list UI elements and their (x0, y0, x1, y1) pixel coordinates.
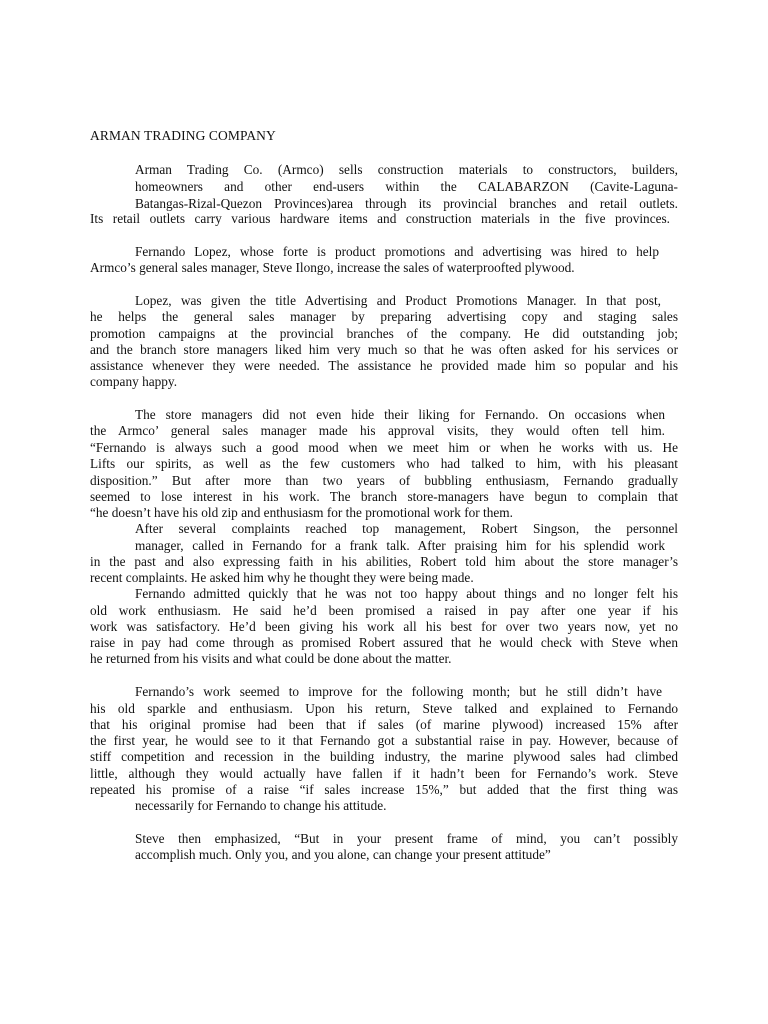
text-line: and the branch store managers liked him very much so that he was often asked for his services or (90, 342, 678, 357)
text-line: Batangas-Rizal-Quezon Provinces)area through its provincial branches and retail outlets. (135, 196, 678, 211)
text-line: his old sparkle and enthusiasm. Upon his return, Steve talked and explained to Fernando (90, 701, 678, 716)
text-line: accomplish much. Only you, and you alone, can change your present attitude” (135, 847, 551, 862)
text-line: that his original promise had been that if sales (of marine plywood) increased 15% after (90, 717, 678, 732)
text-line: the Armco’ general sales manager made his approval visits, they would often tell him. (90, 423, 665, 438)
text-line: he returned from his visits and what could be done about the matter. (90, 651, 452, 666)
text-line: necessarily for Fernando to change his attitude. (135, 798, 387, 813)
text-line: seemed to lose interest in his work. The branch store-managers have begun to complain that (90, 489, 678, 504)
text-line: Steve then emphasized, “But in your present frame of mind, you can’t possibly (135, 831, 678, 846)
text-line: Arman Trading Co. (Armco) sells construction materials to constructors, builders, (135, 162, 678, 177)
text-line: disposition.” But after more than two years of bubbling enthusiasm, Fernando gradually (90, 473, 678, 488)
text-line: work was satisfactory. He’d been giving his work all his best for over two years now, yet no (90, 619, 678, 634)
text-line: “Fernando is always such a good mood when we meet him or when he works with us. He (90, 440, 678, 455)
text-line: “he doesn’t have his old zip and enthusiasm for the promotional work for them. (90, 505, 513, 520)
text-line: old work enthusiasm. He said he’d been promised a raised in pay after one year if his (90, 603, 678, 618)
text-line: Fernando Lopez, whose forte is product promotions and advertising was hired to help (135, 244, 659, 259)
text-line: manager, called in Fernando for a frank talk. After praising him for his splendid work (135, 538, 665, 553)
text-line: Lifts our spirits, as well as the few customers who had talked to him, with his pleasant (90, 456, 678, 471)
text-line: Lopez, was given the title Advertising and Product Promotions Manager. In that post, (135, 293, 661, 308)
text-line: he helps the general sales manager by preparing advertising copy and staging sales (90, 309, 678, 324)
text-line: repeated his promise of a raise “if sales increase 15%,” but added that the first thing was (90, 782, 678, 797)
text-line: the first year, he would see to it that Fernando got a substantial raise in pay. However, because of (90, 733, 678, 748)
text-line: Fernando admitted quickly that he was not too happy about things and no longer felt his (135, 586, 678, 601)
text-line: stiff competition and recession in the building industry, the marine plywood sales had climbed (90, 749, 678, 764)
text-line: assistance whenever they were needed. The assistance he provided made him so popular and his (90, 358, 678, 373)
text-line: Armco’s general sales manager, Steve Ilongo, increase the sales of waterproofted plywood. (90, 260, 575, 275)
text-line: in the past and also expressing faith in his abilities, Robert told him about the store manager’s (90, 554, 678, 569)
text-line: company happy. (90, 374, 178, 389)
text-line: After several complaints reached top management, Robert Singson, the personnel (135, 521, 678, 536)
text-line: The store managers did not even hide their liking for Fernando. On occasions when (135, 407, 665, 422)
text-line: promotion campaigns at the provincial branches of the company. He did outstanding job; (90, 326, 678, 341)
text-line: raise in pay had come through as promised Robert assured that he would check with Steve when (90, 635, 678, 650)
text-line: recent complaints. He asked him why he thought they were being made. (90, 570, 474, 585)
document-title: ARMAN TRADING COMPANY (90, 128, 276, 143)
text-line: little, although they would actually have fallen if it hadn’t been for Fernando’s work. Steve (90, 766, 678, 781)
text-line: Fernando’s work seemed to improve for the following month; but he still didn’t have (135, 684, 662, 699)
text-line: Its retail outlets carry various hardware items and construction materials in the five provinces. (90, 211, 670, 226)
text-line: homeowners and other end-users within the CALABARZON (Cavite-Laguna- (135, 179, 678, 194)
